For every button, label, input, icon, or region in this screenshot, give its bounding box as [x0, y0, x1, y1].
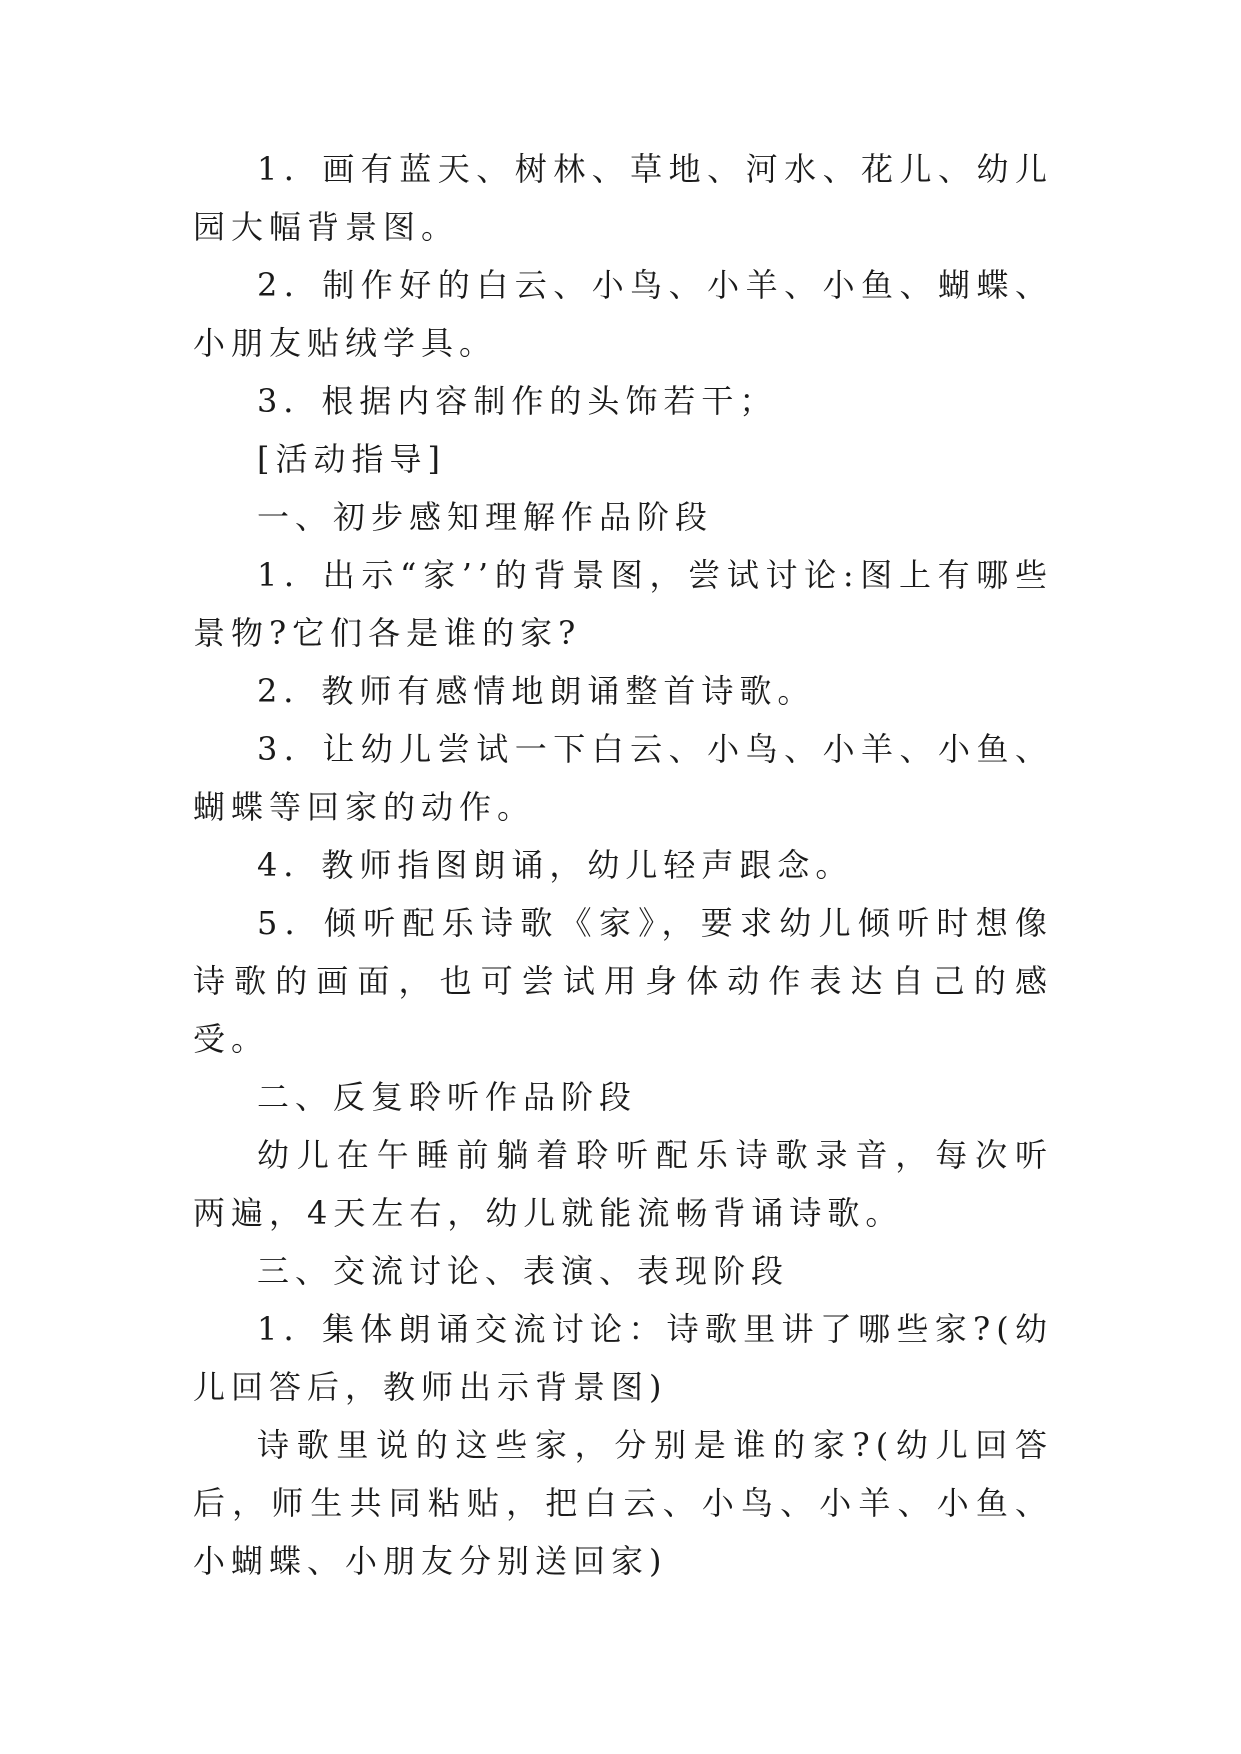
section-heading-stage-2: 二、反复聆听作品阶段 — [257, 1078, 638, 1116]
paragraph-stage-3-step-1: 1．集体朗诵交流讨论：诗歌里讲了哪些家?(幼儿回答后，教师出示背景图) — [193, 1310, 1053, 1406]
section-heading-stage-1: 一、初步感知理解作品阶段 — [257, 498, 714, 536]
section-heading-stage-3: 三、交流讨论、表演、表现阶段 — [257, 1252, 790, 1290]
paragraph-stage-3-body: 诗歌里说的这些家，分别是谁的家?(幼儿回答后，师生共同粘贴，把白云、小鸟、小羊、小鱼、小蝴蝶、小朋友分别送回家) — [193, 1426, 1053, 1580]
paragraph-stage-1-step-1: 1．出示“家’’的背景图，尝试讨论:图上有哪些景物?它们各是谁的家? — [193, 556, 1053, 652]
paragraph-stage-1-step-4: 4．教师指图朗诵，幼儿轻声跟念。 — [257, 846, 854, 884]
section-heading-activity-guidance: [活动指导] — [257, 440, 446, 478]
paragraph-materials-3: 3．根据内容制作的头饰若干； — [257, 382, 778, 420]
paragraph-materials-1: 1．画有蓝天、树林、草地、河水、花儿、幼儿园大幅背景图。 — [193, 150, 1053, 246]
paragraph-stage-1-step-5: 5．倾听配乐诗歌《家》，要求幼儿倾听时想像诗歌的画面，也可尝试用身体动作表达自己的感受。 — [193, 904, 1053, 1058]
document-page — [193, 140, 1053, 1590]
paragraph-materials-2: 2．制作好的白云、小鸟、小羊、小鱼、蝴蝶、小朋友贴绒学具。 — [193, 266, 1053, 362]
paragraph-stage-2-body: 幼儿在午睡前躺着聆听配乐诗歌录音，每次听两遍，4天左右，幼儿就能流畅背诵诗歌。 — [193, 1136, 1053, 1232]
paragraph-stage-1-step-3: 3．让幼儿尝试一下白云、小鸟、小羊、小鱼、蝴蝶等回家的动作。 — [193, 730, 1053, 826]
paragraph-stage-1-step-2: 2．教师有感情地朗诵整首诗歌。 — [257, 672, 816, 710]
